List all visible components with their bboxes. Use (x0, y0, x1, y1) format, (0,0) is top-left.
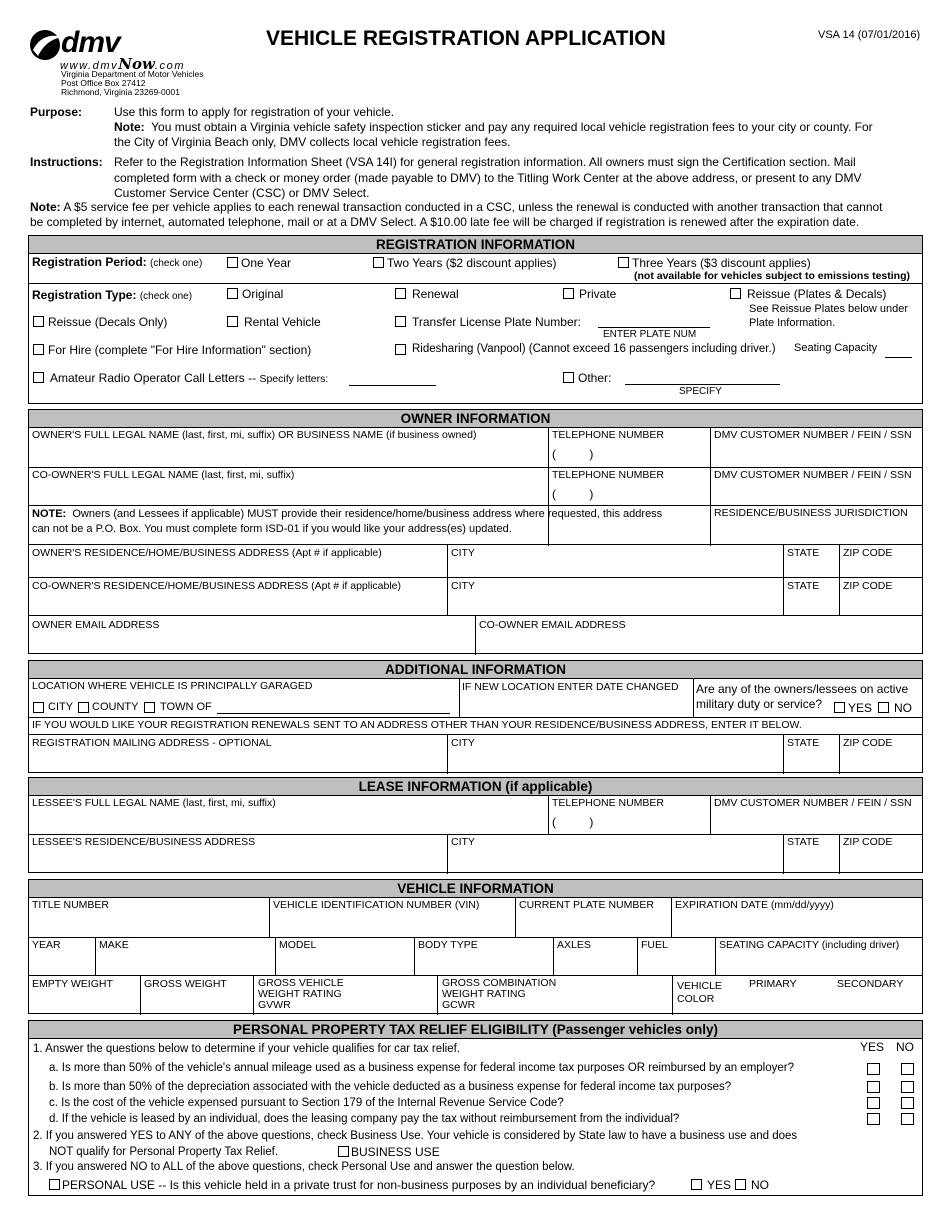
mailing-city-label: CITY (451, 737, 475, 749)
fee-note-label: Note: (30, 200, 61, 214)
owner-name-label: OWNER'S FULL LEGAL NAME (last, first, mi, suffix) OR BUSINESS NAME (if business owned) (32, 429, 477, 441)
fee-note-text: A $5 service fee per vehicle applies to each renewal transaction conducted in a CSC, unless the renewal is conducted with another transaction that cannot (63, 200, 883, 214)
axles-label: AXLES (557, 939, 591, 951)
military-question-1: Are any of the owners/lessees on active (696, 682, 909, 696)
instructions-line-2: completed form with a check or money order (made payable to DMV) to the Titling Work Center at the above address, or present to any DMV (114, 171, 862, 185)
instructions-label: Instructions: (30, 155, 103, 169)
vehicle-r2-div5 (637, 937, 638, 975)
addr-divider-zip (839, 544, 840, 615)
gvwr-label-3: GVWR (258, 999, 291, 1011)
lessee-state-label: STATE (787, 836, 820, 848)
vehicle-r3-div4 (672, 975, 673, 1015)
email-divider (475, 615, 476, 655)
lease-divider-zip (839, 834, 840, 874)
current-plate-label: CURRENT PLATE NUMBER (519, 899, 654, 911)
additional-divider-v2 (693, 679, 694, 717)
tax-q-b-no-checkbox[interactable] (901, 1081, 914, 1093)
reissue-decals-label: Reissue (Decals Only) (48, 315, 168, 329)
registration-period-check-one: (check one) (150, 258, 203, 269)
owner-row-divider-2b (710, 505, 922, 506)
reissue-note-2: Plate Information. (749, 317, 836, 329)
owner-row-divider-3 (29, 544, 922, 545)
vehicle-section (28, 879, 923, 1014)
transfer-plate-label: Transfer License Plate Number: (412, 315, 581, 329)
purpose-note-label: Note: (114, 120, 145, 134)
garaged-town-checkbox[interactable] (144, 702, 155, 713)
business-use-checkbox[interactable] (338, 1146, 349, 1157)
logo-now: Now (118, 55, 155, 73)
personal-use-checkbox[interactable] (49, 1179, 60, 1190)
mailing-divider-zip (839, 734, 840, 774)
other-specify-field[interactable] (625, 384, 780, 385)
original-label: Original (242, 287, 284, 301)
tax-q-d-no-checkbox[interactable] (901, 1113, 914, 1125)
other-checkbox[interactable] (563, 372, 574, 383)
gcwr-label-2: WEIGHT RATING (442, 988, 526, 1000)
agency-name: Virginia Department of Motor Vehicles (61, 69, 204, 79)
vehicle-row-divider-2 (29, 975, 922, 976)
primary-color-label: PRIMARY (749, 978, 797, 990)
lessee-zip-label: ZIP CODE (843, 836, 893, 848)
coowner-state-label: STATE (787, 580, 820, 592)
for-hire-label: For Hire (complete "For Hire Information" section) (48, 343, 312, 357)
personal-use-label: PERSONAL USE -- Is this vehicle held in a private trust for non-business purposes by an individual beneficiary? (62, 1178, 656, 1192)
vehicle-color-label-2: COLOR (677, 993, 715, 1005)
owner-divider-v2 (710, 428, 711, 546)
instructions-line-3: Customer Service Center (CSC) or DMV Select. (114, 186, 370, 200)
lessee-name-label: LESSEE'S FULL LEGAL NAME (last, first, mi, suffix) (32, 797, 276, 809)
owner-row-divider-2 (29, 505, 710, 506)
form-id: VSA 14 (07/01/2016) (818, 29, 921, 41)
tax-yes-column-label: YES (860, 1040, 885, 1054)
trust-yes-checkbox[interactable] (691, 1179, 702, 1190)
purpose-text: Use this form to apply for registration of your vehicle. (114, 105, 395, 119)
expiration-date-label: EXPIRATION DATE (mm/dd/yyyy) (675, 899, 834, 911)
mailing-state-label: STATE (787, 737, 820, 749)
two-years-checkbox[interactable] (373, 257, 384, 268)
jurisdiction-label: RESIDENCE/BUSINESS JURISDICTION (714, 507, 908, 519)
lessee-telephone-label: TELEPHONE NUMBER (552, 797, 665, 809)
lessee-city-label: CITY (451, 836, 475, 848)
private-checkbox[interactable] (563, 288, 574, 299)
vehicle-r1-div1 (269, 898, 270, 937)
registration-section (28, 235, 923, 404)
registration-type-title: Registration Type: (32, 288, 137, 302)
purpose-note (114, 120, 873, 134)
body-type-label: BODY TYPE (418, 939, 478, 951)
military-no-checkbox[interactable] (878, 702, 889, 713)
lease-section (28, 777, 923, 873)
owner-phone-area[interactable]: ( ) (552, 447, 594, 461)
trust-no-checkbox[interactable] (735, 1179, 746, 1190)
owner-address-label: OWNER'S RESIDENCE/HOME/BUSINESS ADDRESS (Apt # if applicable) (32, 547, 382, 559)
vehicle-header: VEHICLE INFORMATION (29, 880, 922, 898)
garaged-town-field[interactable] (217, 713, 450, 714)
additional-section (28, 660, 923, 773)
transfer-plate-checkbox[interactable] (395, 316, 406, 327)
title-number-label: TITLE NUMBER (32, 899, 110, 911)
coowner-telephone-label: TELEPHONE NUMBER (552, 469, 665, 481)
tax-no-column-label: NO (896, 1040, 914, 1054)
vehicle-r3-div2 (253, 975, 254, 1015)
vehicle-r1-div2 (515, 898, 516, 937)
rental-label: Rental Vehicle (244, 315, 321, 329)
owner-email-label: OWNER EMAIL ADDRESS (32, 619, 160, 631)
garaged-county-label: COUNTY (92, 701, 139, 713)
three-years-label: Three Years ($3 discount applies) (632, 256, 811, 270)
vin-label: VEHICLE IDENTIFICATION NUMBER (VIN) (273, 899, 480, 911)
reissue-decals-checkbox[interactable] (33, 316, 44, 327)
tax-question-3: 3. If you answered NO to ALL of the above questions, check Personal Use and answer the question below. (33, 1161, 575, 1173)
tax-q-c-yes-checkbox[interactable] (867, 1097, 880, 1109)
tax-question-d: d. If the vehicle is leased by an individual, does the leasing company pay the tax without reimbursement from the individual? (49, 1113, 680, 1125)
owner-state-label: STATE (787, 547, 820, 559)
tax-q-a-no-checkbox[interactable] (901, 1063, 914, 1075)
owner-note-label: NOTE: (32, 508, 67, 520)
reissue-note-1: See Reissue Plates below under (749, 303, 908, 315)
lease-row-divider (29, 834, 922, 835)
owner-zip-label: ZIP CODE (843, 547, 893, 559)
owner-note-line-1: Owners (and Lessees if applicable) MUST provide their residence/home/business address where requested, this address (72, 508, 663, 520)
vehicle-r2-div2 (275, 937, 276, 975)
coowner-zip-label: ZIP CODE (843, 580, 893, 592)
vehicle-r2-div3 (414, 937, 415, 975)
owner-city-label: CITY (451, 547, 475, 559)
tax-question-c: c. Is the cost of the vehicle expensed pursuant to Section 179 of the Internal Revenue Service Code? (49, 1097, 564, 1109)
gcwr-label-3: GCWR (442, 999, 476, 1011)
gcwr-label-1: GROSS COMBINATION (442, 977, 557, 989)
fee-note (30, 200, 883, 214)
garaged-city-label: CITY (48, 701, 74, 713)
dmv-logo-text: dmv (61, 26, 120, 59)
addr-divider-state (783, 544, 784, 615)
renewal-checkbox[interactable] (395, 288, 406, 299)
fee-note-cont: be completed by internet, automated telephone, mail or at a DMV Select. A $10.00 late fee will be charged if registration is renewed after the expiration date. (30, 215, 860, 229)
business-use-label: BUSINESS USE (351, 1145, 440, 1159)
make-label: MAKE (99, 939, 129, 951)
for-hire-checkbox[interactable] (33, 344, 44, 355)
owner-address-note (32, 508, 662, 520)
year-label: YEAR (32, 939, 61, 951)
gross-weight-label: GROSS WEIGHT (144, 978, 227, 990)
tax-q-b-yes-checkbox[interactable] (867, 1081, 880, 1093)
purpose-note-text: You must obtain a Virginia vehicle safety inspection sticker and pay any required local vehicle registration fees to your city or county. For (151, 120, 873, 134)
tax-question-b: b. Is more than 50% of the depreciation associated with the vehicle deducted as a business expense for federal income tax purposes? (49, 1081, 732, 1093)
lease-divider-v2 (710, 796, 711, 834)
vehicle-r2-div1 (95, 937, 96, 975)
owner-section (28, 409, 923, 654)
reissue-plates-label: Reissue (Plates & Decals) (747, 287, 887, 301)
vehicle-row-divider-1 (29, 937, 922, 938)
website-suffix: .com (154, 60, 186, 72)
tax-question-a: a. Is more than 50% of the vehicle's annual mileage used as a business expense for federal income tax purposes OR reimbursed by an employer? (49, 1062, 794, 1074)
mailing-address-label: REGISTRATION MAILING ADDRESS - OPTIONAL (32, 737, 272, 749)
tax-relief-section (28, 1020, 923, 1196)
additional-divider-v1 (459, 679, 460, 717)
tax-q-a-yes-checkbox[interactable] (867, 1063, 880, 1075)
lessee-dmv-number-label: DMV CUSTOMER NUMBER / FEIN / SSN (714, 797, 912, 809)
coowner-dmv-number-label: DMV CUSTOMER NUMBER / FEIN / SSN (714, 469, 912, 481)
secondary-color-label: SECONDARY (837, 978, 904, 990)
rental-checkbox[interactable] (227, 316, 238, 327)
owner-row-divider-1 (29, 467, 922, 468)
agency-city: Richmond, Virginia 23269-0001 (61, 87, 180, 97)
tax-question-1: 1. Answer the questions below to determine if your vehicle qualifies for car tax relief. (33, 1043, 460, 1055)
additional-row-divider-2 (29, 734, 922, 735)
enter-plate-caption: ENTER PLATE NUM (603, 329, 697, 340)
trust-no-label: NO (751, 1178, 769, 1192)
purpose-note-cont: the City of Virginia Beach only, DMV collects local vehicle registration fees. (114, 135, 511, 149)
tax-question-2: 2. If you answered YES to ANY of the above questions, check Business Use. Your vehicle is considered by State law to have a business use and does (33, 1130, 798, 1142)
vehicle-r2-div6 (715, 937, 716, 975)
reissue-plates-checkbox[interactable] (730, 288, 741, 299)
dmv-swoosh-icon (28, 28, 64, 62)
gvwr-label-2: WEIGHT RATING (258, 988, 342, 1000)
one-year-checkbox[interactable] (227, 257, 238, 268)
military-yes-label: YES (848, 701, 873, 715)
renewal-address-note: IF YOU WOULD LIKE YOUR REGISTRATION RENEWALS SENT TO AN ADDRESS OTHER THAN YOUR RESIDENCE/BUSINESS ADDRESS, ENTER IT BELOW. (32, 719, 802, 731)
lease-divider-city (447, 834, 448, 874)
registration-period-label (32, 255, 202, 269)
seating-capacity-label: Seating Capacity (794, 342, 878, 354)
coowner-city-label: CITY (451, 580, 475, 592)
model-label: MODEL (279, 939, 317, 951)
lease-divider-state (783, 834, 784, 874)
website-prefix: www.dmv (60, 60, 119, 72)
tax-question-2-cont: NOT qualify for Personal Property Tax Relief. (49, 1146, 279, 1158)
owner-divider-v1 (548, 428, 549, 546)
garaged-town-label: TOWN OF (160, 701, 212, 713)
fuel-label: FUEL (641, 939, 668, 951)
registration-period-title: Registration Period: (32, 255, 147, 269)
gvwr-label-1: GROSS VEHICLE (258, 977, 344, 989)
additional-row-divider-1 (29, 717, 922, 718)
vehicle-color-label-1: VEHICLE (677, 980, 722, 992)
tax-q-d-yes-checkbox[interactable] (867, 1113, 880, 1125)
specify-caption: SPECIFY (679, 386, 722, 397)
owner-row-divider-4 (29, 577, 922, 578)
seating-capacity-field[interactable] (885, 357, 912, 358)
renewal-label: Renewal (412, 287, 459, 301)
empty-weight-label: EMPTY WEIGHT (32, 978, 113, 990)
owner-dmv-number-label: DMV CUSTOMER NUMBER / FEIN / SSN (714, 429, 912, 441)
military-question-2: military duty or service? (696, 697, 823, 711)
seating-label: SEATING CAPACITY (including driver) (719, 939, 900, 951)
lease-divider-v1 (548, 796, 549, 834)
one-year-label: One Year (241, 256, 292, 270)
military-yes-checkbox[interactable] (834, 702, 845, 713)
registration-divider (29, 283, 922, 284)
other-label: Other: (578, 371, 612, 385)
three-years-note: (not available for vehicles subject to emissions testing) (634, 270, 910, 282)
ridesharing-label: Ridesharing (Vanpool) (Cannot exceed 16 passengers including driver.) (412, 343, 776, 355)
lessee-address-label: LESSEE'S RESIDENCE/BUSINESS ADDRESS (32, 836, 256, 848)
private-label: Private (579, 287, 617, 301)
coowner-name-label: CO-OWNER'S FULL LEGAL NAME (last, first, mi, suffix) (32, 469, 295, 481)
amateur-radio-label (50, 371, 328, 385)
trust-yes-label: YES (707, 1178, 732, 1192)
additional-header: ADDITIONAL INFORMATION (29, 661, 922, 679)
agency-po-box: Post Office Box 27412 (61, 78, 146, 88)
new-location-label: IF NEW LOCATION ENTER DATE CHANGED (462, 681, 679, 693)
vehicle-r3-div1 (140, 975, 141, 1015)
plate-number-field[interactable] (598, 327, 710, 328)
coowner-email-label: CO-OWNER EMAIL ADDRESS (479, 619, 626, 631)
registration-type-label (32, 288, 192, 302)
call-letters-field[interactable] (349, 385, 436, 386)
three-years-checkbox[interactable] (618, 257, 629, 268)
military-no-label: NO (894, 701, 912, 715)
tax-q-c-no-checkbox[interactable] (901, 1097, 914, 1109)
vehicle-r1-div3 (671, 898, 672, 937)
owner-address-note-2: can not be a P.O. Box. You must complete form ISD-01 if you would like your address(es) updated. (32, 523, 512, 535)
amateur-radio-checkbox[interactable] (33, 372, 44, 383)
ridesharing-checkbox[interactable] (395, 344, 406, 355)
owner-header: OWNER INFORMATION (29, 410, 922, 428)
coowner-address-label: CO-OWNER'S RESIDENCE/HOME/BUSINESS ADDRESS (Apt # if applicable) (32, 580, 402, 592)
addr-divider-city (447, 544, 448, 615)
purpose-label: Purpose: (30, 105, 83, 119)
mailing-divider-city (447, 734, 448, 774)
registration-type-check-one: (check one) (139, 291, 193, 302)
amateur-radio-text: Amateur Radio Operator Call Letters -- (50, 371, 257, 385)
registration-header: REGISTRATION INFORMATION (29, 236, 922, 254)
garaged-county-checkbox[interactable] (78, 702, 89, 713)
original-checkbox[interactable] (227, 288, 238, 299)
owner-telephone-label: TELEPHONE NUMBER (552, 429, 665, 441)
garaged-label: LOCATION WHERE VEHICLE IS PRINCIPALLY GARAGED (32, 680, 313, 692)
specify-letters-label: Specify letters: (259, 373, 329, 385)
two-years-label: Two Years ($2 discount applies) (387, 256, 557, 270)
coowner-phone-area[interactable]: ( ) (552, 487, 594, 501)
page-title: VEHICLE REGISTRATION APPLICATION (266, 27, 666, 50)
garaged-city-checkbox[interactable] (33, 702, 44, 713)
vehicle-r3-div3 (437, 975, 438, 1015)
vehicle-r2-div4 (553, 937, 554, 975)
lease-header: LEASE INFORMATION (if applicable) (29, 778, 922, 796)
instructions-line-1: Refer to the Registration Information Sheet (VSA 14I) for general registration information. All owners must sign the Certification section. Mail (114, 155, 856, 169)
mailing-divider-state (783, 734, 784, 774)
mailing-zip-label: ZIP CODE (843, 737, 893, 749)
tax-relief-header: PERSONAL PROPERTY TAX RELIEF ELIGIBILITY (Passenger vehicles only) (29, 1021, 922, 1039)
lessee-phone-area[interactable]: ( ) (552, 815, 594, 829)
